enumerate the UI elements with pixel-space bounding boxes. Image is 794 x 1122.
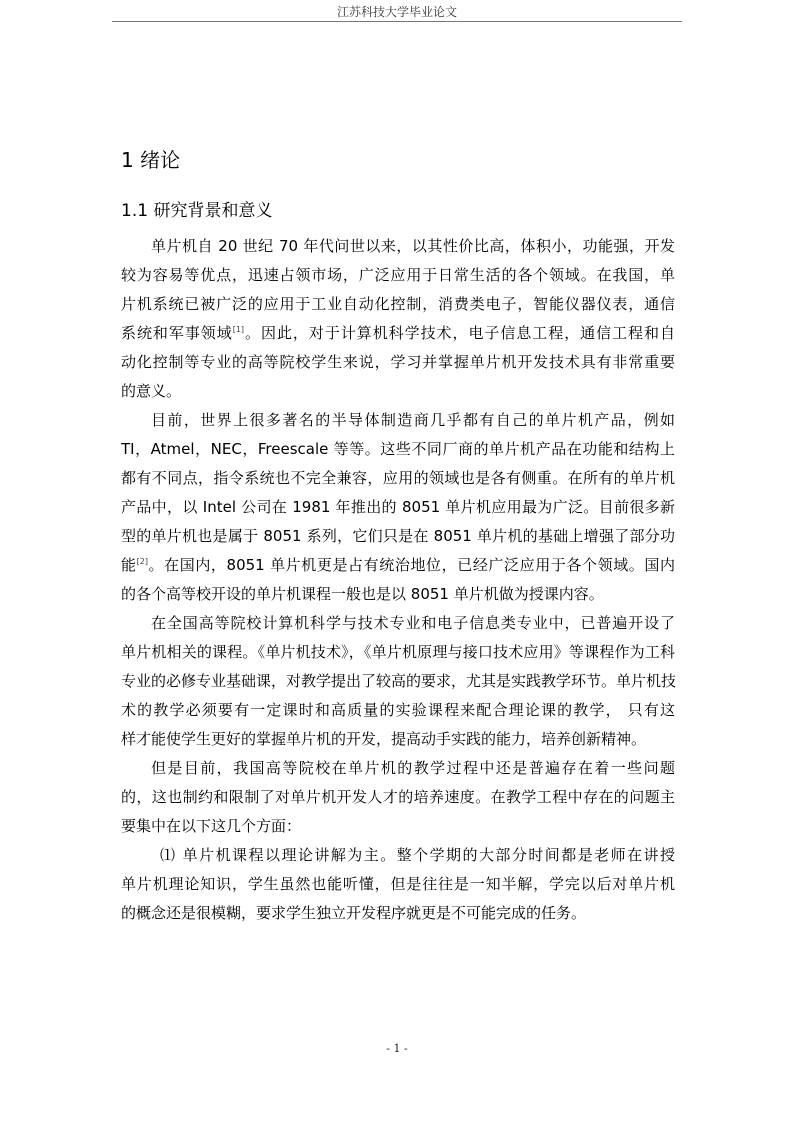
text-line: TI，Atmel，NEC，Freescale 等等。这些不同厂商的单片机产品在功能和结构上 (121, 440, 675, 458)
text-line: 单片机相关的课程。《单片机技术》，《单片机原理与接口技术应用》等课程作为工科 (121, 643, 675, 661)
text-line: 在全国高等院校计算机科学与技术专业和电子信息类专业中，已普遍开设了 (151, 614, 675, 632)
citation-ref: [1] (232, 325, 245, 334)
text-segment: 。因此，对于计算机科学技术，电子信息工程，通信工程和自 (244, 324, 675, 342)
paragraph-2 (121, 406, 675, 609)
text-segment: 。在国内，8051 单片机更是占有统治地位，已经广泛应用于各个领域。国内 (147, 556, 675, 574)
list-item-1 (121, 841, 675, 928)
text-line: 的概念还是很模糊，要求学生独立开发程序就更是不可能完成的任务。 (121, 904, 587, 922)
text-line: 的各个高等校开设的单片机课程一般也是以 8051 单片机做为授课内容。 (121, 585, 604, 603)
text-line: 都有不同点，指令系统也不完全兼容，应用的领域也是各有侧重。在所有的单片机 (121, 469, 675, 487)
text-line: 单片机理论知识，学生虽然也能听懂，但是往往是一知半解，学完以后对单片机 (121, 875, 675, 893)
text-line: 专业的必修专业基础课，对教学提出了较高的要求，尤其是实践教学环节。单片机技 (121, 672, 677, 690)
citation-ref: [2] (136, 557, 148, 566)
text-line: 动化控制等专业的高等院校学生来说，学习并掌握单片机开发技术具有非常重要 (121, 353, 675, 371)
running-header: 江苏科技大学毕业论文 (336, 5, 457, 19)
text-line (121, 551, 675, 580)
text-line (121, 319, 675, 348)
text-line: 的意义。 (121, 382, 182, 400)
page-number: - 1 - (386, 1042, 408, 1055)
chapter-title: 1 绪论 (121, 148, 181, 172)
text-line: 术的教学必须要有一定课时和高质量的实验课程来配合理论课的教学， 只有这 (121, 701, 675, 719)
text-line: 片机系统已被广泛的应用于工业自动化控制，消费类电子，智能仪器仪表，通信 (121, 295, 675, 313)
text-line: 的，这也制约和限制了对单片机开发人才的培养速度。在教学工程中存在的问题主 (121, 788, 675, 806)
text-line: 产品中，以 Intel 公司在 1981 年推出的 8051 单片机应用最为广泛。目前很多新 (121, 498, 675, 516)
text-line: 要集中在以下这几个方面： (121, 817, 302, 835)
header-rule (112, 21, 682, 22)
body-text (121, 232, 675, 928)
text-line: 型的单片机也是属于 8051 系列，它们只是在 8051 单片机的基础上增强了部分功 (121, 527, 675, 545)
paragraph-3 (121, 609, 675, 754)
text-line: 较为容易等优点，迅速占领市场，广泛应用于日常生活的各个领域。在我国，单 (121, 266, 675, 284)
text-segment: 能 (121, 556, 137, 574)
paragraph-4 (121, 754, 675, 841)
text-segment: 系统和军事领域 (121, 324, 233, 342)
text-line: 但是目前，我国高等院校在单片机的教学过程中还是普遍存在着一些问题 (151, 759, 675, 777)
paragraph-1 (121, 232, 675, 406)
text-line: 目前，世界上很多著名的半导体制造商几乎都有自己的单片机产品，例如 (151, 411, 675, 429)
text-line: 单片机自 20 世纪 70 年代问世以来，以其性价比高，体积小，功能强，开发 (151, 237, 675, 255)
text-line: ⑴ 单片机课程以理论讲解为主。整个学期的大部分时间都是老师在讲授 (160, 846, 675, 864)
section-title: 1.1 研究背景和意义 (121, 201, 273, 221)
text-line: 样才能使学生更好的掌握单片机的开发，提高动手实践的能力，培养创新精神。 (121, 730, 647, 748)
